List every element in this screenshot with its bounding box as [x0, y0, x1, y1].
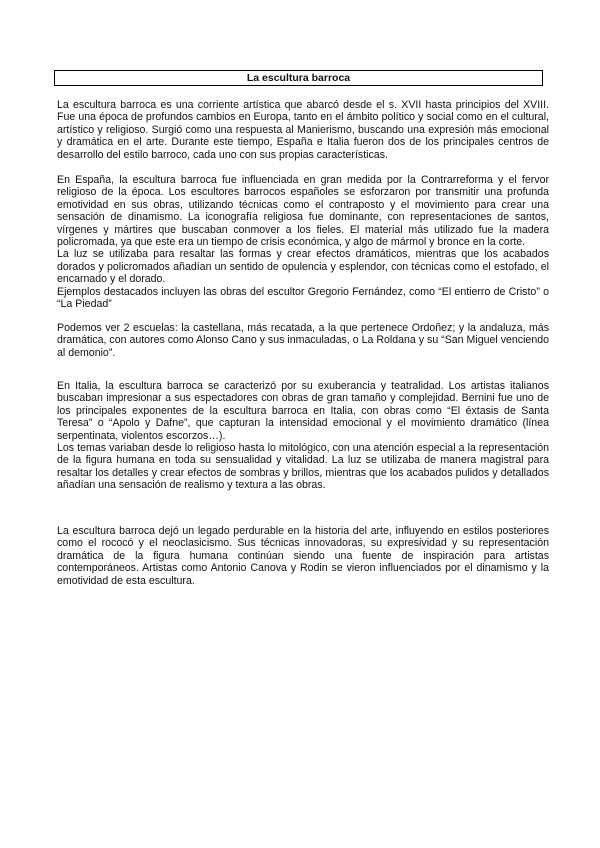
paragraph-legacy — [57, 525, 549, 587]
paragraph-text: Los temas variaban desde lo religioso hasta lo mitológico, con una atención especial a la representación de la figura humana en toda su sensualidad y vitalidad. La luz se utilizaba de manera magistral para resaltar los detalles y crear efectos de sombras y brillos, mientras que los acabados pulidos y detallados añadían una sensación de realismo y textura a las obras. — [57, 442, 549, 492]
paragraph-text: La luz se utilizaba para resaltar las formas y crear efectos dramáticos, mientras que los acabados dorados y policromados añadían un sentido de opulencia y esplendor, con técnicas como el estofado, el encarnado y el dorado. — [57, 248, 549, 286]
paragraph-italy — [57, 380, 549, 492]
document-title: La escultura barroca — [54, 70, 543, 86]
paragraph-text: En España, la escultura barroca fue influenciada en gran medida por la Contrarreforma y el fervor religioso de la época. Los escultores barrocos españoles se esforzaron por transmitir una profunda emotividad en sus obras, utilizando técnicas como el contraposto y el movimiento para crear una sensación de dinamismo. La iconografía religiosa fue dominante, con representaciones de santos, vírgenes y mártires que buscaban conmover a los fieles. El material más utilizado fue la madera policromada, ya que este era un tiempo de crisis económica, y algo de mármol y bronce en la corte. — [57, 174, 549, 249]
paragraph-text: Ejemplos destacados incluyen las obras del escultor Gregorio Fernández, como “El entierro de Cristo” o “La Piedad” — [57, 285, 549, 311]
paragraph-text: La escultura barroca es una corriente artística que abarcó desde el s. XVII hasta principios del XVIII. Fue una época de profundos cambios en Europa, tanto en el ámbito político y social como en el cultural, artístico y religioso. Surgió como una respuesta al Manierismo, buscando una expresión más emocional y dramática en el arte. Durante este tiempo, España e Italia fueron dos de los principales centros de desarrollo del estilo barroco, cada uno con sus propias características. — [57, 99, 549, 161]
paragraph-text: En Italia, la escultura barroca se caracterizó por su exuberancia y teatralidad. Los artistas italianos buscaban impresionar a sus espectadores con obras de gran tamaño y complejidad. Bernini fue uno de los principales exponentes de la escultura barroca en Italia, con obras como “El éxtasis de Santa Teresa” o “Apolo y Dafne”, que capturan la intensidad emocional y el movimiento dramático (línea serpentinata, violentos escorzos…). — [57, 380, 549, 442]
paragraph-intro — [57, 99, 549, 161]
paragraph-spain — [57, 174, 549, 310]
paragraph-text: La escultura barroca dejó un legado perdurable en la historia del arte, influyendo en estilos posteriores como el rococó y el neoclasicismo. Sus técnicas innovadoras, su expresividad y su representación dramática de la figura humana continúan siendo una fuente de inspiración para artistas contemporáneos. Artistas como Antonio Canova y Rodin se vieron influenciados por el dinamismo y la emotividad de esta escultura. — [57, 525, 549, 587]
paragraph-schools — [57, 322, 549, 359]
paragraph-text: Podemos ver 2 escuelas: la castellana, más recatada, a la que pertenece Ordoñez; y la andaluza, más dramática, con autores como Alonso Cano y sus inmaculadas, o La Roldana y su “San Miguel venciendo al demonio”. — [57, 322, 549, 359]
